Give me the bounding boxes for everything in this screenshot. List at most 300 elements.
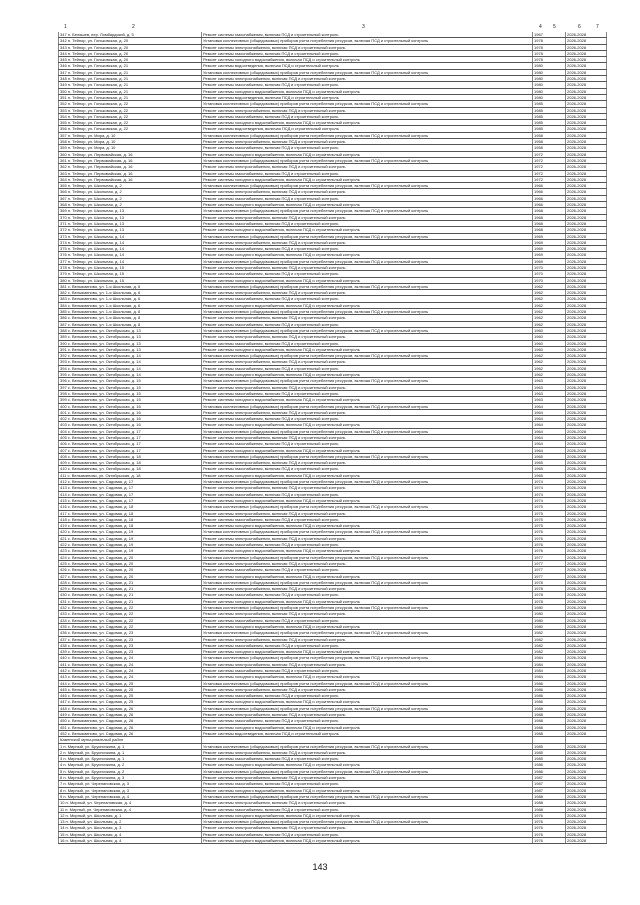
year-cell: 1969 (533, 233, 566, 239)
year-cell: 1963 (533, 378, 566, 384)
period-cell: 2026-2028 (566, 586, 607, 592)
work-type-cell: Установка коллективных (общедомовых) приборов учета потребления ресурсов, включая ПСД и строительный контроль (202, 428, 533, 434)
year-cell: 1962 (533, 372, 566, 378)
work-type-cell: Ремонт системы холодного водоснабжения, включая ПСД и строительный контроль (202, 447, 533, 453)
work-type-cell: Ремонт системы газоснабжения, включая ПСД и строительный контроль (202, 271, 533, 277)
address-cell: 385 с. Вельяминово, ул. 1-я Школьная, д. 8 (59, 309, 202, 315)
address-cell: 362 п. Тейпор, ул. Первомайская, д. 16 (59, 164, 202, 170)
work-type-cell: Установка коллективных (общедомовых) приборов учета потребления ресурсов, включая ПСД и строительный контроль (202, 208, 533, 214)
work-type-cell: Установка коллективных (общедомовых) приборов учета потребления ресурсов, включая ПСД и строительный контроль (202, 157, 533, 163)
year-cell: 1987 (533, 775, 566, 781)
address-cell: 432 с. Вельяминово, ул. Садовая, д. 22 (59, 605, 202, 611)
period-cell: 2026-2028 (566, 378, 607, 384)
address-cell: 347 п. Беляшев, пер. Ломбардский, д. 5 (59, 32, 202, 38)
address-cell: 417 с. Вельяминово, ул. Садовая, д. 18 (59, 510, 202, 516)
address-cell: 397 с. Вельяминово, ул. Октябрьская, д. 15 (59, 384, 202, 390)
period-cell: 2026-2028 (566, 88, 607, 94)
period-cell: 2026-2028 (566, 630, 607, 636)
work-type-cell: Установка коллективных (общедомовых) приборов учета потребления ресурсов, включая ПСД и строительный контроль (202, 69, 533, 75)
year-cell: 1965 (533, 453, 566, 459)
year-cell: 1958 (533, 139, 566, 145)
work-type-cell: Ремонт системы газоснабжения, включая ПСД и строительный контроль (202, 170, 533, 176)
work-type-cell: Ремонт системы газоснабжения, включая ПСД и строительный контроль (202, 321, 533, 327)
work-type-cell: Ремонт системы электроснабжения, включая ПСД и строительный контроль (202, 359, 533, 365)
period-cell: 2026-2028 (566, 453, 607, 459)
address-cell: 401 с. Вельяминово, ул. Октябрьская, д. 16 (59, 409, 202, 415)
year-cell: 1969 (533, 252, 566, 258)
period-cell: 2026-2028 (566, 296, 607, 302)
work-type-cell: Ремонт системы газоснабжения, включая ПСД и строительный контроль (202, 466, 533, 472)
period-cell: 2026-2028 (566, 831, 607, 837)
period-cell: 2026-2028 (566, 416, 607, 422)
period-cell: 2026-2028 (566, 94, 607, 100)
period-cell: 2026-2028 (566, 44, 607, 50)
period-cell: 2026-2028 (566, 712, 607, 718)
address-cell: 444 с. Вельяминово, ул. Садовая, д. 25 (59, 680, 202, 686)
period-cell: 2026-2028 (566, 611, 607, 617)
work-type-cell: Ремонт системы газоснабжения, включая ПСД и строительный контроль (202, 667, 533, 673)
period-cell: 2026-2028 (566, 126, 607, 132)
address-cell: 8 п. Мирный, ул. Черепановская, д. 3 (59, 787, 202, 793)
year-cell: 1985 (533, 107, 566, 113)
address-cell: 407 с. Вельяминово, ул. Октябрьская, д. 17 (59, 447, 202, 453)
period-cell: 2026-2028 (566, 120, 607, 126)
period-cell: 2026-2028 (566, 435, 607, 441)
year-cell: 1985 (533, 749, 566, 755)
address-cell: 371 п. Тейпор, ул. Школьная, д. 13 (59, 220, 202, 226)
work-type-cell: Ремонт системы холодного водоснабжения, включая ПСД и строительный контроль (202, 277, 533, 283)
period-cell: 2026-2028 (566, 397, 607, 403)
work-type-cell: Ремонт системы электроснабжения, включая ПСД и строительный контроль (202, 636, 533, 642)
work-type-cell: Ремонт системы холодного водоснабжения, включая ПСД и строительный контроль (202, 674, 533, 680)
period-cell: 2026-2028 (566, 730, 607, 736)
year-cell: 1980 (533, 94, 566, 100)
period-cell: 2026-2028 (566, 321, 607, 327)
work-type-cell: Ремонт системы электроснабжения, включая ПСД и строительный контроль (202, 214, 533, 220)
work-type-cell: Ремонт системы газоснабжения, включая ПСД и строительный контроль (202, 82, 533, 88)
work-type-cell: Ремонт системы электроснабжения, включая ПСД и строительный контроль (202, 535, 533, 541)
work-type-cell: Ремонт системы газоснабжения, включая ПСД и строительный контроль (202, 781, 533, 787)
period-cell: 2026-2028 (566, 32, 607, 38)
work-type-cell: Ремонт системы холодного водоснабжения, включая ПСД и строительный контроль (202, 838, 533, 844)
year-cell: 1972 (533, 176, 566, 182)
address-cell: 348 п. Тейпор, ул. Гоньковская, д. 21 (59, 76, 202, 82)
year-cell: 1970 (533, 271, 566, 277)
period-cell: 2026-2028 (566, 227, 607, 233)
year-cell: 1980 (533, 611, 566, 617)
year-cell: 1985 (533, 126, 566, 132)
work-type-cell: Установка коллективных (общедомовых) приборов учета потребления ресурсов, включая ПСД и строительный контроль (202, 479, 533, 485)
address-cell: 427 с. Вельяминово, ул. Садовая, д. 20 (59, 573, 202, 579)
period-cell: 2026-2028 (566, 838, 607, 844)
work-type-cell: Ремонт системы электроснабжения, включая ПСД и строительный контроль (202, 611, 533, 617)
work-type-cell: Ремонт системы электроснабжения, включая ПСД и строительный контроль (202, 661, 533, 667)
address-cell: 358 п. Тейпор, ул. Мира, д. 10 (59, 139, 202, 145)
address-cell: 452 с. Вельяминово, ул. Садовая, д. 26 (59, 730, 202, 736)
address-cell: 372 п. Тейпор, ул. Школьная, д. 13 (59, 227, 202, 233)
year-cell: 1965 (533, 460, 566, 466)
period-cell: 2026-2028 (566, 157, 607, 163)
address-cell: 449 с. Вельяминово, ул. Садовая, д. 26 (59, 712, 202, 718)
period-cell: 2026-2028 (566, 422, 607, 428)
year-cell: 1970 (533, 277, 566, 283)
column-number-5: 5 (553, 24, 556, 30)
period-cell: 2026-2028 (566, 302, 607, 308)
work-type-cell: Ремонт системы газоснабжения, включая ПСД и строительный контроль (202, 592, 533, 598)
work-type-cell: Ремонт системы электроснабжения, включая ПСД и строительный контроль (202, 139, 533, 145)
address-cell: 402 с. Вельяминово, ул. Октябрьская, д. 16 (59, 416, 202, 422)
period-cell: 2026-2028 (566, 428, 607, 434)
work-type-cell: Ремонт системы электроснабжения, включая ПСД и строительный контроль (202, 800, 533, 806)
address-cell: 412 с. Вельяминово, ул. Садовая, д. 17 (59, 479, 202, 485)
year-cell: 1986 (533, 762, 566, 768)
period-cell: 2026-2028 (566, 529, 607, 535)
period-cell: 2026-2028 (566, 246, 607, 252)
address-cell: 439 с. Вельяминово, ул. Садовая, д. 23 (59, 649, 202, 655)
year-cell: 1974 (533, 479, 566, 485)
work-type-cell: Ремонт системы газоснабжения, включая ПСД и строительный контроль (202, 195, 533, 201)
work-type-cell: Ремонт системы электроснабжения, включая ПСД и строительный контроль (202, 460, 533, 466)
address-cell: 440 с. Вельяминово, ул. Садовая, д. 24 (59, 655, 202, 661)
period-cell: 2026-2028 (566, 372, 607, 378)
address-cell: 420 с. Вельяминово, ул. Садовая, д. 19 (59, 529, 202, 535)
work-type-cell: Ремонт системы электроснабжения, включая ПСД и строительный контроль (202, 485, 533, 491)
page-number: 143 (312, 862, 328, 872)
year-cell: 1980 (533, 82, 566, 88)
work-type-cell: Установка коллективных (общедомовых) приборов учета потребления ресурсов, включая ПСД и строительный контроль (202, 132, 533, 138)
year-cell: 1962 (533, 296, 566, 302)
period-cell: 2026-2028 (566, 365, 607, 371)
work-type-cell: Установка коллективных (общедомовых) приборов учета потребления ресурсов, включая ПСД и строительный контроль (202, 630, 533, 636)
address-cell: 408 с. Вельяминово, ул. Октябрьская, д. 18 (59, 453, 202, 459)
year-cell: 1972 (533, 164, 566, 170)
period-cell: 2026-2028 (566, 409, 607, 415)
period-cell: 2026-2028 (566, 787, 607, 793)
address-cell: 419 с. Вельяминово, ул. Садовая, д. 18 (59, 523, 202, 529)
period-cell: 2026-2028 (566, 264, 607, 270)
work-type-cell: Ремонт системы холодного водоснабжения, включая ПСД и строительный контроль (202, 88, 533, 94)
period-cell: 2026-2028 (566, 76, 607, 82)
address-cell: 369 п. Тейпор, ул. Школьная, д. 13 (59, 208, 202, 214)
year-cell: 1964 (533, 403, 566, 409)
address-cell: 377 п. Тейпор, ул. Школьная, д. 14 (59, 258, 202, 264)
year-cell: 1965 (533, 472, 566, 478)
period-cell: 2026-2028 (566, 151, 607, 157)
period-cell: 2026-2028 (566, 592, 607, 598)
address-cell: 409 с. Вельяминово, ул. Октябрьская, д. 18 (59, 460, 202, 466)
address-cell: 360 п. Тейпор, ул. Первомайская, д. 16 (59, 151, 202, 157)
year-cell: 1962 (533, 359, 566, 365)
year-cell: 1980 (533, 605, 566, 611)
work-type-cell: Ремонт системы электроснабжения, включая ПСД и строительный контроль (202, 825, 533, 831)
work-type-cell: Ремонт системы газоснабжения, включая ПСД и строительный контроль (202, 390, 533, 396)
work-type-cell: Ремонт системы водоотведения, включая ПСД и строительный контроль (202, 63, 533, 69)
address-cell: 7 п. Мирный, ул. Черепановская, д. 3 (59, 781, 202, 787)
period-cell: 2026-2028 (566, 441, 607, 447)
work-type-cell: Ремонт системы газоснабжения, включая ПСД и строительный контроль (202, 113, 533, 119)
address-cell: 9 п. Мирный, ул. Черепановская, д. 4 (59, 793, 202, 799)
year-cell: 1980 (533, 63, 566, 69)
address-cell: 357 п. Тейпор, ул. Мира, д. 10 (59, 132, 202, 138)
year-cell: 1986 (533, 686, 566, 692)
period-cell: 2026-2028 (566, 649, 607, 655)
address-cell: 424 с. Вельяминово, ул. Садовая, д. 20 (59, 554, 202, 560)
year-cell: 1988 (533, 712, 566, 718)
work-type-cell: Ремонт системы холодного водоснабжения, включая ПСД и строительный контроль (202, 302, 533, 308)
period-cell: 2026-2028 (566, 605, 607, 611)
address-cell: 411 с. Вельяминово, ул. Октябрьская, д. 18 (59, 472, 202, 478)
address-cell: 14 п. Мирный, ул. Школьная, д. 3 (59, 825, 202, 831)
year-cell: 1966 (533, 183, 566, 189)
year-cell: 1982 (533, 642, 566, 648)
year-cell: 1962 (533, 302, 566, 308)
year-cell: 1967 (533, 32, 566, 38)
year-cell: 1987 (533, 781, 566, 787)
year-cell: 1968 (533, 227, 566, 233)
work-type-cell: Ремонт системы холодного водоснабжения, включая ПСД и строительный контроль (202, 787, 533, 793)
address-cell: 437 с. Вельяминово, ул. Садовая, д. 23 (59, 636, 202, 642)
year-cell: 1976 (533, 529, 566, 535)
year-cell: 1975 (533, 510, 566, 516)
address-cell: 382 с. Вельяминово, ул. 1-я Школьная, д. 6 (59, 290, 202, 296)
year-cell: 1980 (533, 88, 566, 94)
year-cell: 1988 (533, 793, 566, 799)
period-cell: 2026-2028 (566, 825, 607, 831)
work-type-cell: Ремонт системы холодного водоснабжения, включая ПСД и строительный контроль (202, 724, 533, 730)
year-cell: 1962 (533, 290, 566, 296)
period-cell: 2026-2028 (566, 359, 607, 365)
address-cell: 3 п. Мирный, ул. Брусничкина, д. 1 (59, 756, 202, 762)
address-cell: 425 с. Вельяминово, ул. Садовая, д. 20 (59, 560, 202, 566)
work-type-cell: Ремонт системы холодного водоснабжения, включая ПСД и строительный контроль (202, 762, 533, 768)
year-cell: 1974 (533, 491, 566, 497)
period-cell: 2026-2028 (566, 283, 607, 289)
address-cell: 359 п. Тейпор, ул. Мира, д. 10 (59, 145, 202, 151)
address-cell: 410 с. Вельяминово, ул. Октябрьская, д. 18 (59, 466, 202, 472)
address-cell: 433 с. Вельяминово, ул. Садовая, д. 22 (59, 611, 202, 617)
address-cell: 415 с. Вельяминово, ул. Садовая, д. 17 (59, 497, 202, 503)
period-cell: 2026-2028 (566, 479, 607, 485)
address-cell: 442 с. Вельяминово, ул. Садовая, д. 24 (59, 667, 202, 673)
address-cell: Каменский муниципальный район (59, 737, 202, 743)
address-cell: 403 с. Вельяминово, ул. Октябрьская, д. 16 (59, 422, 202, 428)
work-type-cell: Установка коллективных (общедомовых) приборов учета потребления ресурсов, включая ПСД и строительный контроль (202, 504, 533, 510)
work-type-cell: Ремонт системы электроснабжения, включая ПСД и строительный контроль (202, 44, 533, 50)
work-type-cell: Ремонт системы электроснабжения, включая ПСД и строительный контроль (202, 775, 533, 781)
address-cell: 436 с. Вельяминово, ул. Садовая, д. 23 (59, 630, 202, 636)
year-cell: 1969 (533, 258, 566, 264)
address-cell: 438 с. Вельяминово, ул. Садовая, д. 23 (59, 642, 202, 648)
period-cell: 2026-2028 (566, 145, 607, 151)
work-type-cell: Ремонт системы газоснабжения, включая ПСД и строительный контроль (202, 693, 533, 699)
year-cell: 1963 (533, 384, 566, 390)
period-cell: 2026-2028 (566, 139, 607, 145)
work-type-cell: Ремонт системы холодного водоснабжения, включая ПСД и строительный контроль (202, 346, 533, 352)
address-cell: 352 п. Тейпор, ул. Гоньковская, д. 22 (59, 101, 202, 107)
year-cell: 1964 (533, 441, 566, 447)
address-cell: 354 п. Тейпор, ул. Гоньковская, д. 22 (59, 113, 202, 119)
address-cell: 15 п. Мирный, ул. Школьная, д. 4 (59, 831, 202, 837)
address-cell: 374 п. Тейпор, ул. Школьная, д. 14 (59, 239, 202, 245)
address-cell: 413 с. Вельяминово, ул. Садовая, д. 17 (59, 485, 202, 491)
period-cell: 2026-2028 (566, 340, 607, 346)
period-cell: 2026-2028 (566, 781, 607, 787)
period-cell: 2026-2028 (566, 69, 607, 75)
year-cell: 1980 (533, 69, 566, 75)
work-type-cell: Ремонт системы холодного водоснабжения, включая ПСД и строительный контроль (202, 120, 533, 126)
year-cell: 1978 (533, 50, 566, 56)
address-cell: 356 п. Тейпор, ул. Гоньковская, д. 22 (59, 126, 202, 132)
period-cell: 2026-2028 (566, 655, 607, 661)
address-cell: 5 п. Мирный, ул. Брусничкина, д. 2 (59, 768, 202, 774)
address-cell: 347 п. Тейпор, ул. Гоньковская, д. 21 (59, 69, 202, 75)
work-type-cell: Ремонт системы электроснабжения, включая ПСД и строительный контроль (202, 164, 533, 170)
period-cell: 2026-2028 (566, 176, 607, 182)
address-cell: 379 п. Тейпор, ул. Школьная, д. 15 (59, 271, 202, 277)
address-cell: 387 с. Вельяминово, ул. 1-я Школьная, д. 8 (59, 321, 202, 327)
address-cell: 421 с. Вельяминово, ул. Садовая, д. 19 (59, 535, 202, 541)
work-type-cell: Ремонт системы холодного водоснабжения, включая ПСД и строительный контроль (202, 57, 533, 63)
period-cell: 2026-2028 (566, 202, 607, 208)
work-type-cell: Ремонт системы холодного водоснабжения, включая ПСД и строительный контроль (202, 623, 533, 629)
year-cell: 1975 (533, 523, 566, 529)
year-cell: 1962 (533, 283, 566, 289)
year-cell: 1986 (533, 693, 566, 699)
work-type-cell: Установка коллективных (общедомовых) приборов учета потребления ресурсов, включая ПСД и строительный контроль (202, 38, 533, 44)
work-type-cell: Ремонт системы электроснабжения, включая ПСД и строительный контроль (202, 712, 533, 718)
work-type-cell: Ремонт системы холодного водоснабжения, включая ПСД и строительный контроль (202, 497, 533, 503)
work-type-cell: Ремонт системы газоснабжения, включая ПСД и строительный контроль (202, 718, 533, 724)
address-cell: 1 п. Мирный, ул. Брусничкина, д. 1 (59, 743, 202, 749)
period-cell: 2026-2028 (566, 705, 607, 711)
year-cell: 1968 (533, 208, 566, 214)
year-cell: 1976 (533, 825, 566, 831)
year-cell: 1975 (533, 504, 566, 510)
year-cell: 1964 (533, 435, 566, 441)
address-cell: 451 с. Вельяминово, ул. Садовая, д. 26 (59, 724, 202, 730)
work-type-cell: Ремонт системы газоснабжения, включая ПСД и строительный контроль (202, 441, 533, 447)
year-cell: 1977 (533, 573, 566, 579)
year-cell: 1976 (533, 542, 566, 548)
period-cell: 2026-2028 (566, 164, 607, 170)
year-cell: 1962 (533, 353, 566, 359)
period-cell: 2026-2028 (566, 699, 607, 705)
repair-program-table (58, 32, 607, 844)
year-cell: 1972 (533, 151, 566, 157)
period-cell: 2026-2028 (566, 252, 607, 258)
year-cell: 1982 (533, 630, 566, 636)
period-cell: 2026-2028 (566, 749, 607, 755)
address-cell: 364 п. Тейпор, ул. Первомайская, д. 16 (59, 176, 202, 182)
work-type-cell: Ремонт системы электроснабжения, включая ПСД и строительный контроль (202, 239, 533, 245)
address-cell: 431 с. Вельяминово, ул. Садовая, д. 21 (59, 598, 202, 604)
period-cell: 2026-2028 (566, 466, 607, 472)
work-type-cell: Ремонт системы электроснабжения, включая ПСД и строительный контроль (202, 510, 533, 516)
work-type-cell: Ремонт системы электроснабжения, включая ПСД и строительный контроль (202, 76, 533, 82)
year-cell: 1978 (533, 44, 566, 50)
address-cell: 381 с. Вельяминово, ул. 1-я Школьная, д. 6 (59, 283, 202, 289)
address-cell: 423 с. Вельяминово, ул. Садовая, д. 19 (59, 548, 202, 554)
address-cell: 416 с. Вельяминово, ул. Садовая, д. 18 (59, 504, 202, 510)
year-cell: 1978 (533, 57, 566, 63)
period-cell: 2026-2028 (566, 208, 607, 214)
address-cell: 344 п. Тейпор, ул. Гоньковская, д. 20 (59, 50, 202, 56)
address-cell: 367 п. Тейпор, ул. Школьная, д. 2 (59, 195, 202, 201)
work-type-cell: Ремонт системы электроснабжения, включая ПСД и строительный контроль (202, 107, 533, 113)
period-cell: 2026-2028 (566, 812, 607, 818)
year-cell: 1960 (533, 334, 566, 340)
period-cell: 2026-2028 (566, 573, 607, 579)
work-type-cell: Установка коллективных (общедомовых) приборов учета потребления ресурсов, включая ПСД и строительный контроль (202, 819, 533, 825)
period-cell: 2026-2028 (566, 617, 607, 623)
year-cell: 1965 (533, 466, 566, 472)
year-cell: 1977 (533, 567, 566, 573)
work-type-cell: Установка коллективных (общедомовых) приборов учета потребления ресурсов, включая ПСД и строительный контроль (202, 283, 533, 289)
address-cell: 428 с. Вельяминово, ул. Садовая, д. 21 (59, 579, 202, 585)
year-cell: 1968 (533, 214, 566, 220)
year-cell: 1988 (533, 800, 566, 806)
work-type-cell: Ремонт системы газоснабжения, включая ПСД и строительный контроль (202, 567, 533, 573)
address-cell: 430 с. Вельяминово, ул. Садовая, д. 21 (59, 592, 202, 598)
year-cell: 1974 (533, 485, 566, 491)
work-type-cell: Ремонт системы газоснабжения, включая ПСД и строительный контроль (202, 296, 533, 302)
address-cell: 373 п. Тейпор, ул. Школьная, д. 14 (59, 233, 202, 239)
address-cell: 349 п. Тейпор, ул. Гоньковская, д. 21 (59, 82, 202, 88)
year-cell: 1978 (533, 38, 566, 44)
year-cell: 1964 (533, 422, 566, 428)
year-cell: 1962 (533, 365, 566, 371)
work-type-cell: Ремонт системы холодного водоснабжения, включая ПСД и строительный контроль (202, 422, 533, 428)
work-type-cell: Ремонт системы электроснабжения, включая ПСД и строительный контроль (202, 264, 533, 270)
work-type-cell: Ремонт системы газоснабжения, включая ПСД и строительный контроль (202, 32, 533, 38)
period-cell: 2026-2028 (566, 686, 607, 692)
year-cell: 1978 (533, 586, 566, 592)
column-number-2: 2 (132, 24, 135, 30)
year-cell: 1980 (533, 623, 566, 629)
work-type-cell: Ремонт системы электроснабжения, включая ПСД и строительный контроль (202, 686, 533, 692)
address-cell: 370 п. Тейпор, ул. Школьная, д. 13 (59, 214, 202, 220)
year-cell: 1969 (533, 246, 566, 252)
year-cell: 1988 (533, 724, 566, 730)
work-type-cell: Ремонт системы газоснабжения, включая ПСД и строительный контроль (202, 516, 533, 522)
work-type-cell: Установка коллективных (общедомовых) приборов учета потребления ресурсов, включая ПСД и строительный контроль (202, 680, 533, 686)
work-type-cell: Ремонт системы газоснабжения, включая ПСД и строительный контроль (202, 806, 533, 812)
work-type-cell: Ремонт системы водоотведения, включая ПСД и строительный контроль (202, 94, 533, 100)
address-cell: 448 с. Вельяминово, ул. Садовая, д. 26 (59, 705, 202, 711)
year-cell: 1984 (533, 667, 566, 673)
address-cell: 389 с. Вельяминово, ул. Октябрьская, д. 13 (59, 334, 202, 340)
work-type-cell: Ремонт системы газоснабжения, включая ПСД и строительный контроль (202, 145, 533, 151)
address-cell: 365 п. Тейпор, ул. Школьная, д. 2 (59, 183, 202, 189)
period-cell: 2026-2028 (566, 680, 607, 686)
work-type-cell: Ремонт системы холодного водоснабжения, включая ПСД и строительный контроль (202, 573, 533, 579)
year-cell: 1969 (533, 239, 566, 245)
year-cell: 1978 (533, 592, 566, 598)
year-cell: 1988 (533, 730, 566, 736)
address-cell: 378 п. Тейпор, ул. Школьная, д. 15 (59, 264, 202, 270)
work-type-cell: Ремонт системы газоснабжения, включая ПСД и строительный контроль (202, 542, 533, 548)
work-type-cell: Ремонт системы холодного водоснабжения, включая ПСД и строительный контроль (202, 523, 533, 529)
period-cell: 2026-2028 (566, 523, 607, 529)
address-cell: 405 с. Вельяминово, ул. Октябрьская, д. 17 (59, 435, 202, 441)
period-cell: 2026-2028 (566, 768, 607, 774)
period-cell: 2026-2028 (566, 642, 607, 648)
work-type-cell: Установка коллективных (общедомовых) приборов учета потребления ресурсов, включая ПСД и строительный контроль (202, 655, 533, 661)
address-cell: 366 п. Тейпор, ул. Школьная, д. 2 (59, 189, 202, 195)
year-cell: 1962 (533, 315, 566, 321)
year-cell: 1988 (533, 705, 566, 711)
work-type-cell: Ремонт системы газоснабжения, включая ПСД и строительный контроль (202, 246, 533, 252)
